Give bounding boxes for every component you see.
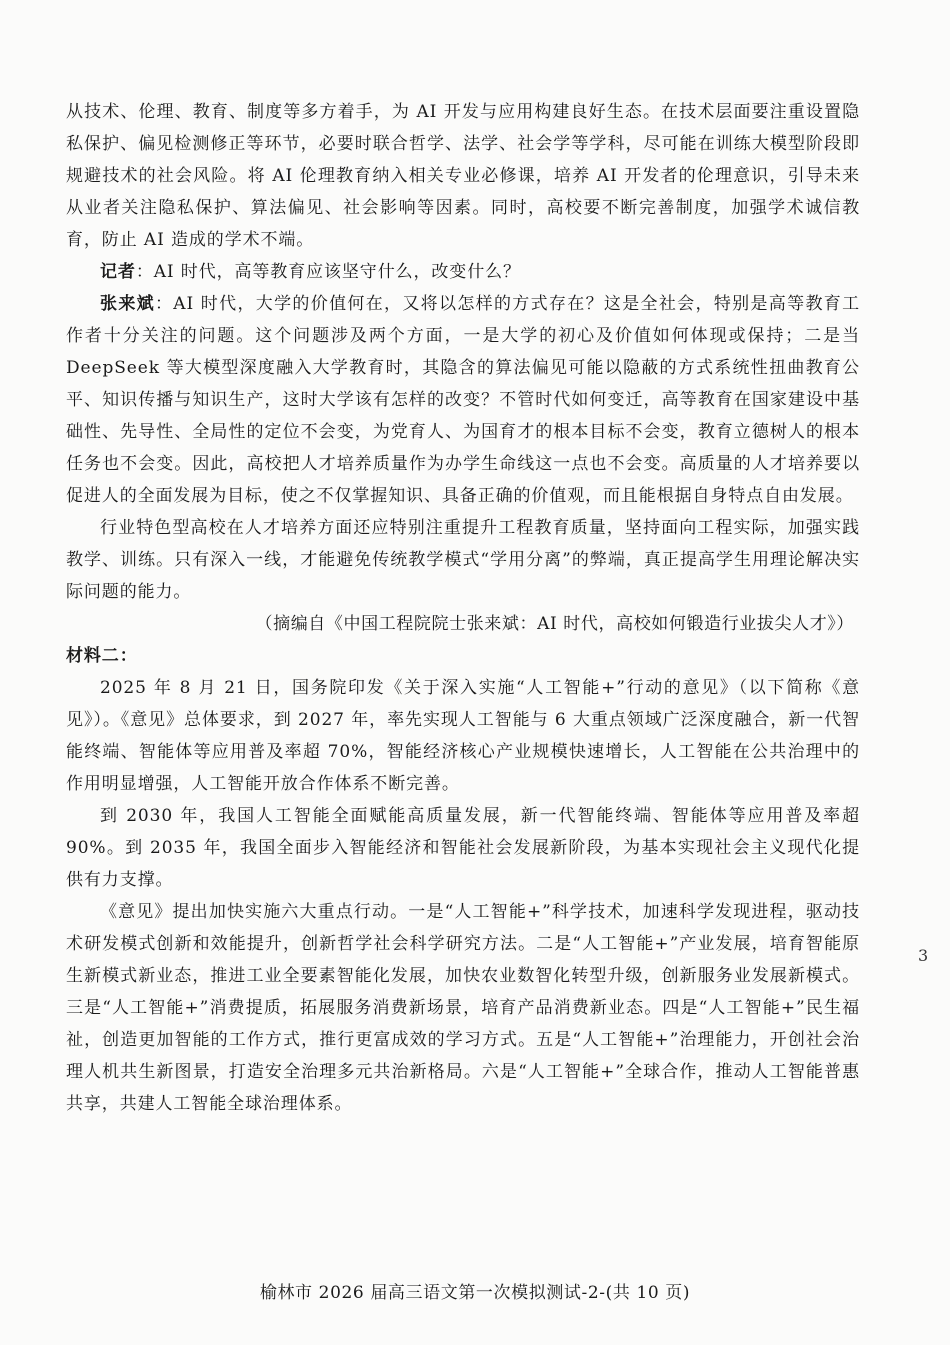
source-citation: （摘编自《中国工程院院士张来斌：AI 时代，高校如何锻造行业拔尖人才》） [255, 614, 854, 634]
margin-page-mark: 3 [918, 946, 929, 965]
document-body [66, 96, 860, 1120]
paragraph-policy-2027: 2025 年 8 月 21 日，国务院印发《关于深入实施“人工智能+”行动的意见》（以下简称《意见》）。《意见》总体要求，到 2027 年，率先实现人工智能与 6 大重点领域广泛深度融合，新一代智能终端、智能体等应用普及率超 70%，智能经济核心产业规模快速增长，人工智能在公共治理中的作用明显增强，人工智能开放合作体系不断完善。 [66, 678, 860, 794]
question-text: ：AI 时代，高等教育应该坚守什么，改变什么？ [135, 262, 521, 282]
paragraph-six-actions: 《意见》提出加快实施六大重点行动。一是“人工智能+”科学技术，加速科学发现进程，驱动技术研发模式创新和效能提升，创新哲学社会科学研究方法。二是“人工智能+”产业发展，培育智能原生新模式新业态，推进工业全要素智能化发展，加快农业数智化转型升级，创新服务业发展新模式。三是“人工智能+”消费提质，拓展服务消费新场景，培育产品消费新业态。四是“人工智能+”民生福祉，创造更加智能的工作方式，推行更富成效的学习方式。五是“人工智能+”治理能力，开创社会治理人机共生新图景，打造安全治理多元共治新格局。六是“人工智能+”全球合作，推动人工智能普惠共享，共建人工智能全球治理体系。 [66, 902, 860, 1114]
answer-paragraph [66, 288, 860, 512]
paragraph-policy-2030: 到 2030 年，我国人工智能全面赋能高质量发展，新一代智能终端、智能体等应用普及率超 90%。到 2035 年，我国全面步入智能经济和智能社会发展新阶段，为基本实现社会主义现代化提供有力支撑。 [66, 806, 860, 890]
question-paragraph [66, 256, 860, 288]
paragraph-ai-ecosystem: 从技术、伦理、教育、制度等多方着手，为 AI 开发与应用构建良好生态。在技术层面要注重设置隐私保护、偏见检测修正等环节，必要时联合哲学、法学、社会学等学科，尽可能在训练大模型阶段即规避技术的社会风险。将 AI 伦理教育纳入相关专业必修课，培养 AI 开发者的伦理意识，引导未来从业者关注隐私保护、算法偏见、社会影响等因素。同时，高校要不断完善制度，加强学术诚信教育，防止 AI 造成的学术不端。 [66, 102, 860, 250]
material-two-heading: 材料二： [66, 646, 138, 666]
answer-speaker: 张来斌 [100, 294, 155, 314]
answer-text: ：AI 时代，大学的价值何在，又将以怎样的方式存在？这是全社会，特别是高等教育工作者十分关注的问题。这个问题涉及两个方面，一是大学的初心及价值如何体现或保持；二是当 DeepSeek 等大模型深度融入大学教育时，其隐含的算法偏见可能以隐蔽的方式系统性扭曲教育公平、知识传播与知识生产，这时大学该有怎样的改变？不管时代如何变迁，高等教育在国家建设中基础性、先导性、全局性的定位不会变，为党育人、为国育才的根本目标不会变，教育立德树人的根本任务也不会变。因此，高校把人才培养质量作为办学生命线这一点也不会变。高质量的人才培养要以促进人的全面发展为目标，使之不仅掌握知识、具备正确的价值观，而且能根据自身特点自由发展。 [66, 294, 860, 506]
question-speaker: 记者 [100, 262, 136, 282]
page-footer: 榆林市 2026 届高三语文第一次模拟测试-2-(共 10 页) [259, 1283, 691, 1303]
paragraph-engineering-education: 行业特色型高校在人才培养方面还应特别注重提升工程教育质量，坚持面向工程实际，加强实践教学、训练。只有深入一线，才能避免传统教学模式“学用分离”的弊端，真正提高学生用理论解决实际问题的能力。 [66, 518, 860, 602]
